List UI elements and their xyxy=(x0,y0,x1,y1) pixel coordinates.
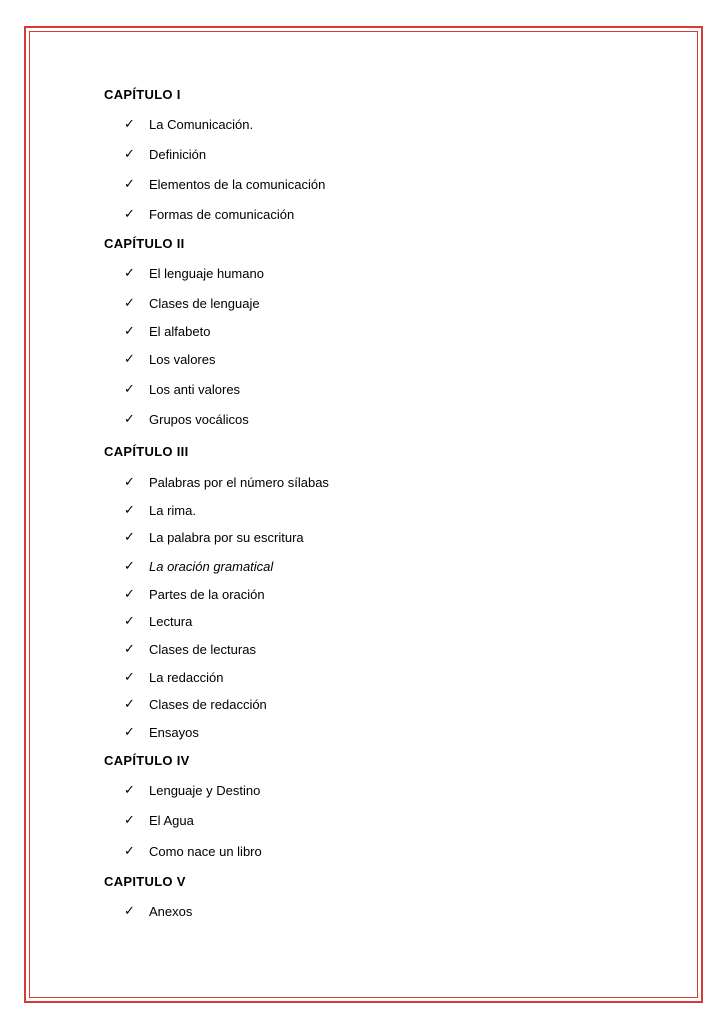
list-item-label: Lenguaje y Destino xyxy=(149,783,261,798)
list-item-label: Palabras por el número sílabas xyxy=(149,475,329,490)
chapter-heading: CAPÍTULO IV xyxy=(104,753,190,768)
list-item-label: Como nace un libro xyxy=(149,844,262,859)
checkmark-icon: ✓ xyxy=(124,147,135,162)
list-item-label: Clases de lenguaje xyxy=(149,296,260,311)
checkmark-icon: ✓ xyxy=(124,412,135,427)
list-item-label: La palabra por su escritura xyxy=(149,530,304,545)
chapter-heading: CAPITULO V xyxy=(104,874,186,889)
checkmark-icon: ✓ xyxy=(124,697,135,712)
checkmark-icon: ✓ xyxy=(124,352,135,367)
checkmark-icon: ✓ xyxy=(124,382,135,397)
list-item-label: Partes de la oración xyxy=(149,587,265,602)
list-item-label: La Comunicación. xyxy=(149,117,254,132)
list-item-label: El lenguaje humano xyxy=(149,266,264,281)
checkmark-icon: ✓ xyxy=(124,813,135,828)
chapter-heading: CAPÍTULO II xyxy=(104,236,185,251)
list-item-label: El alfabeto xyxy=(149,324,211,339)
list-item-label: Anexos xyxy=(149,904,193,919)
list-item-label: Formas de comunicación xyxy=(149,207,295,222)
checkmark-icon: ✓ xyxy=(124,266,135,281)
checkmark-icon: ✓ xyxy=(124,530,135,545)
list-item-label: Lectura xyxy=(149,614,193,629)
checkmark-icon: ✓ xyxy=(124,177,135,192)
checkmark-icon: ✓ xyxy=(124,783,135,798)
list-item-label: El Agua xyxy=(149,813,194,828)
list-item-label: La redacción xyxy=(149,670,224,685)
list-item-label: Clases de lecturas xyxy=(149,642,256,657)
checkmark-icon: ✓ xyxy=(124,614,135,629)
list-item-label: Los anti valores xyxy=(149,382,241,397)
checkmark-icon: ✓ xyxy=(124,904,135,919)
checkmark-icon: ✓ xyxy=(124,725,135,740)
checkmark-icon: ✓ xyxy=(124,503,135,518)
list-item-label: Elementos de la comunicación xyxy=(149,177,326,192)
list-item-label: Definición xyxy=(149,147,207,162)
list-item-label: La rima. xyxy=(149,503,196,518)
checkmark-icon: ✓ xyxy=(124,117,135,132)
checkmark-icon: ✓ xyxy=(124,844,135,859)
checkmark-icon: ✓ xyxy=(124,670,135,685)
checkmark-icon: ✓ xyxy=(124,475,135,490)
list-item-label: Grupos vocálicos xyxy=(149,412,249,427)
list-item-label: Clases de redacción xyxy=(149,697,267,712)
checkmark-icon: ✓ xyxy=(124,324,135,339)
checkmark-icon: ✓ xyxy=(124,642,135,657)
chapter-heading: CAPÍTULO III xyxy=(104,444,189,459)
checkmark-icon: ✓ xyxy=(124,559,135,574)
list-item-label: Los valores xyxy=(149,352,216,367)
checkmark-icon: ✓ xyxy=(124,296,135,311)
list-item-label: Ensayos xyxy=(149,725,199,740)
list-item-label: La oración gramatical xyxy=(149,559,274,574)
checkmark-icon: ✓ xyxy=(124,207,135,222)
chapter-heading: CAPÍTULO I xyxy=(104,87,181,102)
checkmark-icon: ✓ xyxy=(124,587,135,602)
